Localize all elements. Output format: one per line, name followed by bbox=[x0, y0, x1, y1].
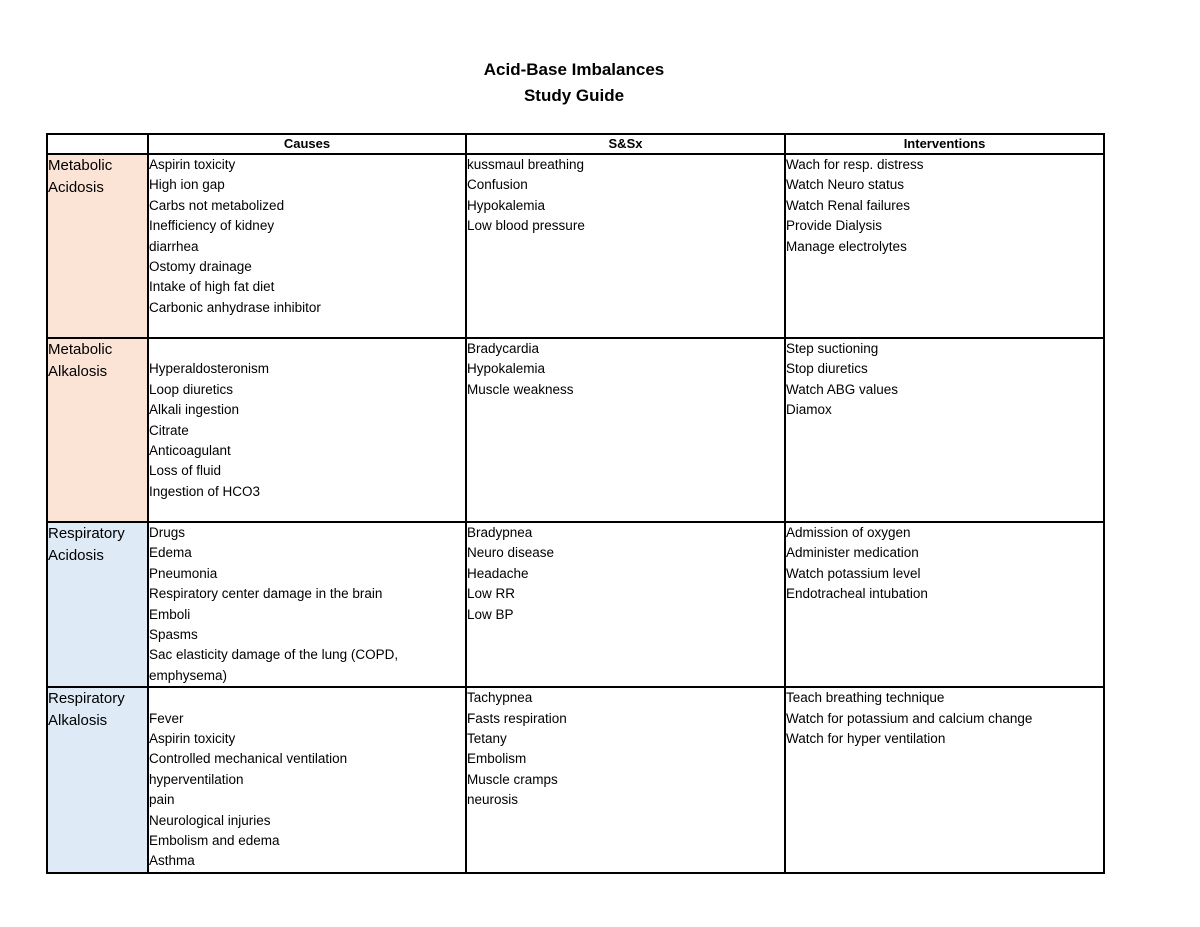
table-row-respiratory-acidosis bbox=[47, 522, 1104, 687]
list-item: Neurological injuries bbox=[149, 812, 271, 828]
list-item: Teach breathing technique bbox=[786, 690, 945, 706]
list-item: Confusion bbox=[467, 177, 528, 193]
list-item: Bradypnea bbox=[467, 525, 533, 540]
signs-cell bbox=[466, 154, 785, 338]
header-causes: Causes bbox=[148, 134, 466, 154]
header-signs: S&Sx bbox=[466, 134, 785, 154]
signs-cell bbox=[466, 687, 785, 873]
list-item: Citrate bbox=[149, 422, 189, 438]
list-item: Ostomy drainage bbox=[149, 259, 252, 275]
row-label-line: Alkalosis bbox=[48, 712, 108, 730]
list-item: Muscle weakness bbox=[467, 381, 574, 397]
table-row-respiratory-alkalosis bbox=[47, 687, 1104, 873]
interventions-cell bbox=[785, 338, 1104, 522]
list-item: High ion gap bbox=[149, 177, 225, 193]
list-item: Controlled mechanical ventilation bbox=[149, 751, 348, 767]
list-item: Hypokalemia bbox=[467, 197, 546, 213]
list-item: kussmaul breathing bbox=[467, 157, 585, 172]
row-label-respiratory-acidosis bbox=[47, 522, 148, 687]
list-item: Watch ABG values bbox=[786, 381, 899, 397]
list-item: Administer medication bbox=[786, 545, 919, 561]
interventions-cell bbox=[785, 522, 1104, 687]
header-interventions: Interventions bbox=[785, 134, 1104, 154]
acid-base-table bbox=[46, 133, 1105, 874]
list-item: Bradycardia bbox=[467, 341, 540, 356]
list-item: Watch for hyper ventilation bbox=[786, 731, 946, 747]
header-row bbox=[47, 134, 1104, 154]
header-blank bbox=[47, 134, 148, 154]
row-label-line: Alkalosis bbox=[48, 363, 108, 380]
list-item: Embolism and edema bbox=[149, 833, 280, 849]
row-label-line: Metabolic bbox=[48, 341, 113, 358]
row-label-line: Acidosis bbox=[48, 547, 104, 564]
table-row-metabolic-acidosis bbox=[47, 154, 1104, 338]
causes-cell bbox=[148, 154, 466, 338]
list-item: Fever bbox=[149, 710, 184, 726]
blank-line bbox=[149, 688, 465, 708]
list-item: Embolism bbox=[467, 751, 527, 767]
causes-cell bbox=[148, 338, 466, 522]
list-item: Pneumonia bbox=[149, 565, 218, 581]
row-label-line: Respiratory bbox=[48, 690, 125, 708]
list-item: Stop diuretics bbox=[786, 361, 868, 377]
row-label-line: Acidosis bbox=[48, 179, 104, 196]
list-item: Watch potassium level bbox=[786, 565, 921, 581]
interventions-cell bbox=[785, 154, 1104, 338]
list-item: Alkali ingestion bbox=[149, 402, 240, 418]
row-label-metabolic-alkalosis bbox=[47, 338, 148, 522]
list-item: Loss of fluid bbox=[149, 463, 222, 479]
row-label-line: Respiratory bbox=[48, 525, 125, 542]
signs-cell bbox=[466, 522, 785, 687]
list-item: Low RR bbox=[467, 586, 516, 602]
list-item: Carbs not metabolized bbox=[149, 197, 285, 213]
list-item: Hyperaldosteronism bbox=[149, 361, 270, 377]
row-label-respiratory-alkalosis bbox=[47, 687, 148, 873]
causes-cell bbox=[148, 687, 466, 873]
list-item: Admission of oxygen bbox=[786, 525, 911, 540]
list-item: Watch for potassium and calcium change bbox=[786, 710, 1033, 726]
document-title: Acid-Base Imbalances bbox=[483, 60, 665, 79]
list-item: Hypokalemia bbox=[467, 361, 546, 377]
list-item: Emboli bbox=[149, 606, 191, 622]
causes-cell bbox=[148, 522, 466, 687]
row-label-metabolic-acidosis bbox=[47, 154, 148, 338]
list-item: Neuro disease bbox=[467, 545, 555, 561]
list-item: Fasts respiration bbox=[467, 710, 567, 726]
row-label-line: Metabolic bbox=[48, 157, 113, 174]
list-item: Low BP bbox=[467, 606, 514, 622]
list-item: Manage electrolytes bbox=[786, 238, 907, 254]
list-item: Low blood pressure bbox=[467, 218, 585, 234]
list-item: Respiratory center damage in the brain bbox=[149, 586, 383, 602]
list-item: pain bbox=[149, 792, 175, 808]
list-item: Anticoagulant bbox=[149, 443, 231, 459]
list-item: Spasms bbox=[149, 627, 198, 643]
list-item: Endotracheal intubation bbox=[786, 586, 928, 602]
list-item: neurosis bbox=[467, 792, 519, 808]
interventions-cell bbox=[785, 687, 1104, 873]
blank-line bbox=[149, 339, 465, 359]
list-item: Aspirin toxicity bbox=[149, 157, 236, 172]
list-item: Carbonic anhydrase inhibitor bbox=[149, 299, 321, 315]
signs-cell bbox=[466, 338, 785, 522]
list-item: Loop diuretics bbox=[149, 381, 234, 397]
list-item: hyperventilation bbox=[149, 771, 244, 787]
list-item: Watch Neuro status bbox=[786, 177, 905, 193]
list-item: Watch Renal failures bbox=[786, 197, 911, 213]
list-item: Tetany bbox=[467, 731, 507, 747]
list-item: Wach for resp. distress bbox=[786, 157, 924, 172]
list-item: Aspirin toxicity bbox=[149, 731, 236, 747]
list-item: Intake of high fat diet bbox=[149, 279, 275, 295]
list-item: Headache bbox=[467, 565, 529, 581]
list-item: Inefficiency of kidney bbox=[149, 218, 275, 234]
table-row-metabolic-alkalosis bbox=[47, 338, 1104, 522]
list-item: Muscle cramps bbox=[467, 771, 558, 787]
list-item: Drugs bbox=[149, 525, 186, 540]
document-title-block bbox=[0, 57, 1148, 109]
list-item: Provide Dialysis bbox=[786, 218, 883, 234]
list-item: Edema bbox=[149, 545, 192, 561]
list-item: Step suctioning bbox=[786, 341, 879, 356]
list-item: Tachypnea bbox=[467, 690, 533, 706]
list-item: diarrhea bbox=[149, 238, 199, 254]
list-item: Ingestion of HCO3 bbox=[149, 483, 261, 499]
list-item: Sac elasticity damage of the lung (COPD, emphysema) bbox=[149, 647, 399, 683]
document-subtitle: Study Guide bbox=[523, 86, 625, 105]
list-item: Diamox bbox=[786, 402, 832, 418]
list-item: Asthma bbox=[149, 853, 195, 869]
